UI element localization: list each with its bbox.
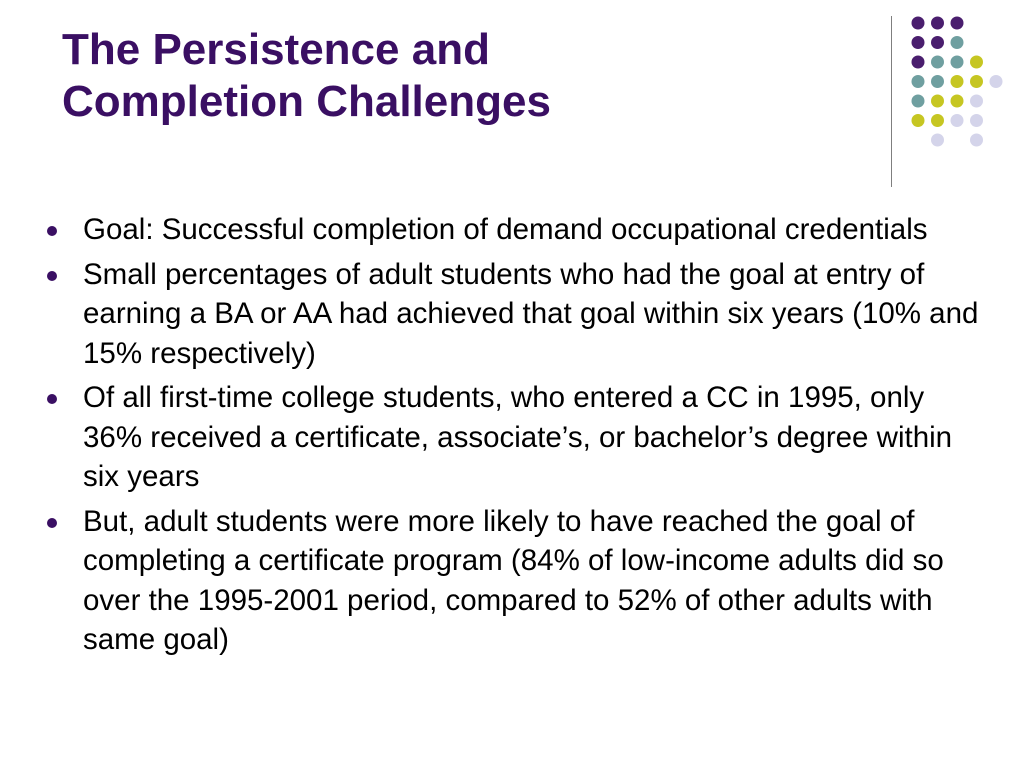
decorative-dot xyxy=(912,36,925,49)
decorative-dot xyxy=(912,75,925,88)
bullet-item xyxy=(40,378,980,497)
slide-title-line-1: The Persistence and xyxy=(62,25,490,74)
decorative-dot xyxy=(912,56,925,69)
decorative-dot xyxy=(931,114,944,127)
decorative-dot xyxy=(951,36,964,49)
decorative-dot xyxy=(912,95,925,108)
bullet-text: Goal: Successful completion of demand occupational credentials xyxy=(83,213,928,246)
decorative-dot xyxy=(951,114,964,127)
bullet-text: Small percentages of adult students who had the goal at entry of earning a BA or AA had achieved that goal within six years (10% and 15% respectively) xyxy=(83,257,979,370)
decorative-dot xyxy=(931,134,944,147)
decorative-dot xyxy=(931,75,944,88)
decorative-dot xyxy=(970,114,983,127)
slide-title-line-2: Completion Challenges xyxy=(62,77,551,126)
bullet-marker xyxy=(47,394,57,404)
decorative-dot xyxy=(970,95,983,108)
decorative-dot xyxy=(951,56,964,69)
bullet-text: But, adult students were more likely to have reached the goal of completing a certificate program (84% of low-income adults did so over the 1995-2001 period, compared to 52% of other adults with same goal) xyxy=(83,504,944,656)
decorative-dot xyxy=(951,95,964,108)
decorative-dot xyxy=(970,75,983,88)
decorative-dot xyxy=(990,75,1003,88)
bullet-item xyxy=(40,255,980,374)
decorative-dot xyxy=(970,134,983,147)
decorative-dot xyxy=(951,17,964,30)
bullet-text: Of all first-time college students, who entered a CC in 1995, only 36% received a certificate, associate’s, or bachelor’s degree within six years xyxy=(83,381,953,493)
decorative-dot xyxy=(970,56,983,69)
bullet-marker xyxy=(47,271,57,281)
decorative-dot xyxy=(931,56,944,69)
bullet-item xyxy=(40,210,980,250)
bullet-marker xyxy=(47,518,57,528)
bullet-marker xyxy=(47,226,57,236)
bullet-list xyxy=(40,210,980,665)
decorative-dot xyxy=(912,17,925,30)
decorative-dot xyxy=(931,95,944,108)
decorative-dot xyxy=(912,114,925,127)
decorative-dot xyxy=(931,17,944,30)
bullet-item xyxy=(40,502,980,660)
decorative-dot xyxy=(931,36,944,49)
decorative-dot-grid xyxy=(0,0,1024,200)
decorative-dot xyxy=(951,75,964,88)
